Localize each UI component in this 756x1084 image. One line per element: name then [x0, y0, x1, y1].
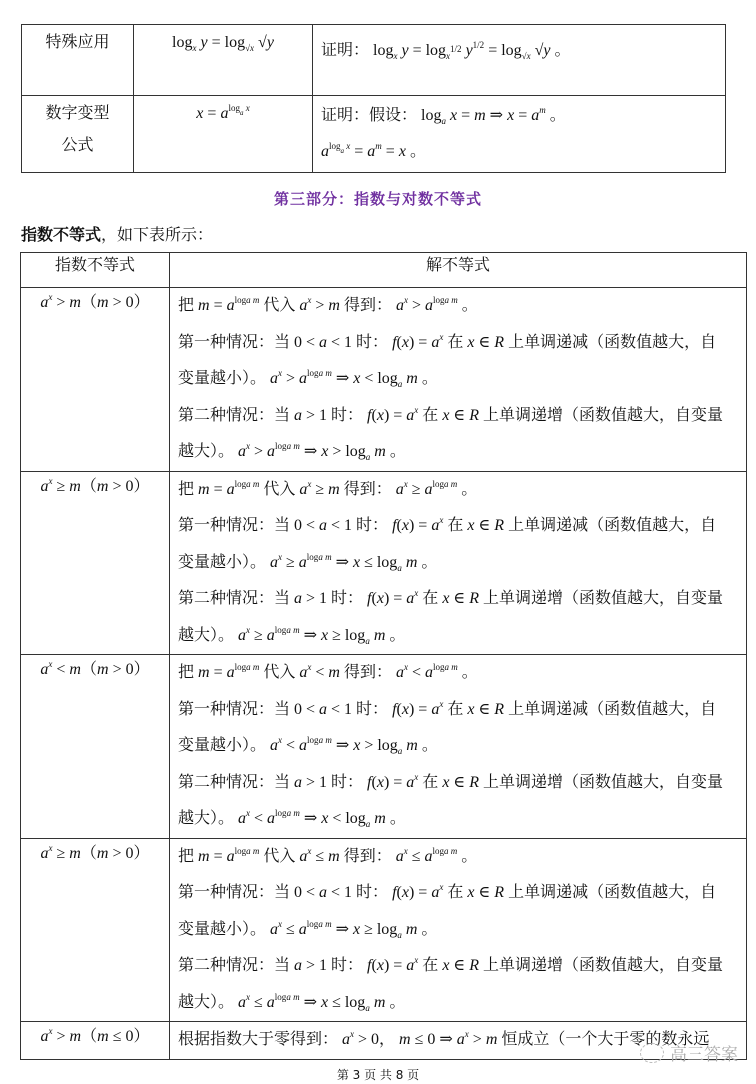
table-row: [22, 96, 726, 173]
inequality-cell: $a^x \ge m(m > 0)$: [21, 471, 170, 655]
page-footer: 第 3 页 共 8 页: [336, 1068, 420, 1082]
table-row: [21, 1022, 747, 1060]
row-name: 数字变型 公式: [22, 96, 134, 173]
inequality-cell: $a^x < m(m > 0)$: [21, 655, 170, 839]
proof: 证明：假设： $\log_a x = m$ ⇒ $x = a^m$ 。 $a^{log_a x} = a^m = x$ 。: [313, 96, 726, 173]
watermark: [640, 1040, 738, 1065]
watermark-text: 高三答案: [670, 1045, 738, 1065]
proof: 证明： $\log_x y = \log_{x^{1/2}} y^{1/2} = \log_{√x} √y$ 。: [313, 25, 726, 96]
inequality-cell: $a^x > m(m \le 0)$: [21, 1022, 170, 1060]
table-header-row: [21, 253, 747, 288]
top-formula-table: [21, 24, 726, 173]
formula: $\log_x y = \log_{√x} √y$: [134, 25, 313, 96]
table-row: [21, 838, 747, 1022]
intro-text: 指数不等式，如下表所示：: [21, 225, 214, 244]
solution-cell: 根据指数大于零得到： $a^x > 0$， m ≤ 0 ⇒ $a^x > m$ 恒成立（一个大于零的数永远: [170, 1022, 747, 1060]
header-inequality: 指数不等式: [21, 253, 170, 288]
table-row: [21, 288, 747, 472]
solution-cell: 把 $m = a^{loga m}$ 代入 $a^x \ge m$ 得到： $a^x \ge a^{loga m}$ 。 第一种情况：当 0 < a < 1 时： $f(x) = a^x$ 在 x ∈ R 上单调递减（函数值越大，自 变量越小）。 $a^x \ge a^{loga m}$ ⇒ $x \le \log_a m$ 。 第二种情况：当 a > 1 时： $f(x) = a^x$ 在 x ∈ R 上单调递增（函数值越大，自变量 越大）。 $a^x \ge a^{loga m}$ ⇒ $x \ge \log_a m$ 。: [170, 471, 747, 655]
table-row: [21, 471, 747, 655]
table-row: [22, 25, 726, 96]
solution-cell: 把 $m = a^{loga m}$ 代入 $a^x \le m$ 得到： $a^x \le a^{loga m}$ 。 第一种情况：当 0 < a < 1 时： $f(x) = a^x$ 在 x ∈ R 上单调递减（函数值越大，自 变量越小）。 $a^x \le a^{loga m}$ ⇒ $x \ge \log_a m$ 。 第二种情况：当 a > 1 时： $f(x) = a^x$ 在 x ∈ R 上单调递增（函数值越大，自变量 越大）。 $a^x \le a^{loga m}$ ⇒ $x \le \log_a m$ 。: [170, 838, 747, 1022]
inequality-cell: $a^x > m(m > 0)$: [21, 288, 170, 472]
section-heading: 第三部分：指数与对数不等式: [273, 190, 482, 208]
solution-cell: 把 $m = a^{loga m}$ 代入 $a^x > m$ 得到： $a^x > a^{loga m}$ 。 第一种情况：当 0 < a < 1 时： $f(x) = a^x$ 在 x ∈ R 上单调递减（函数值越大，自 变量越小）。 $a^x > a^{loga m}$ ⇒ $x < \log_a m$ 。 第二种情况：当 a > 1 时： $f(x) = a^x$ 在 x ∈ R 上单调递增（函数值越大，自变量 越大）。 $a^x > a^{loga m}$ ⇒ $x > \log_a m$ 。: [170, 288, 747, 472]
row-name: 特殊应用: [22, 25, 134, 96]
wechat-icon: [640, 1043, 664, 1063]
solution-cell: 把 $m = a^{loga m}$ 代入 $a^x < m$ 得到： $a^x < a^{loga m}$ 。 第一种情况：当 0 < a < 1 时： $f(x) = a^x$ 在 x ∈ R 上单调递减（函数值越大，自 变量越小）。 $a^x < a^{loga m}$ ⇒ $x > \log_a m$ 。 第二种情况：当 a > 1 时： $f(x) = a^x$ 在 x ∈ R 上单调递增（函数值越大，自变量 越大）。 $a^x < a^{loga m}$ ⇒ $x < \log_a m$ 。: [170, 655, 747, 839]
inequality-cell: $a^x \ge m(m > 0)$: [21, 838, 170, 1022]
header-solution: 解不等式: [170, 253, 747, 288]
exponential-inequality-table: [20, 252, 747, 1060]
formula: $x = a^{log_a x}$: [134, 96, 313, 173]
table-row: [21, 655, 747, 839]
